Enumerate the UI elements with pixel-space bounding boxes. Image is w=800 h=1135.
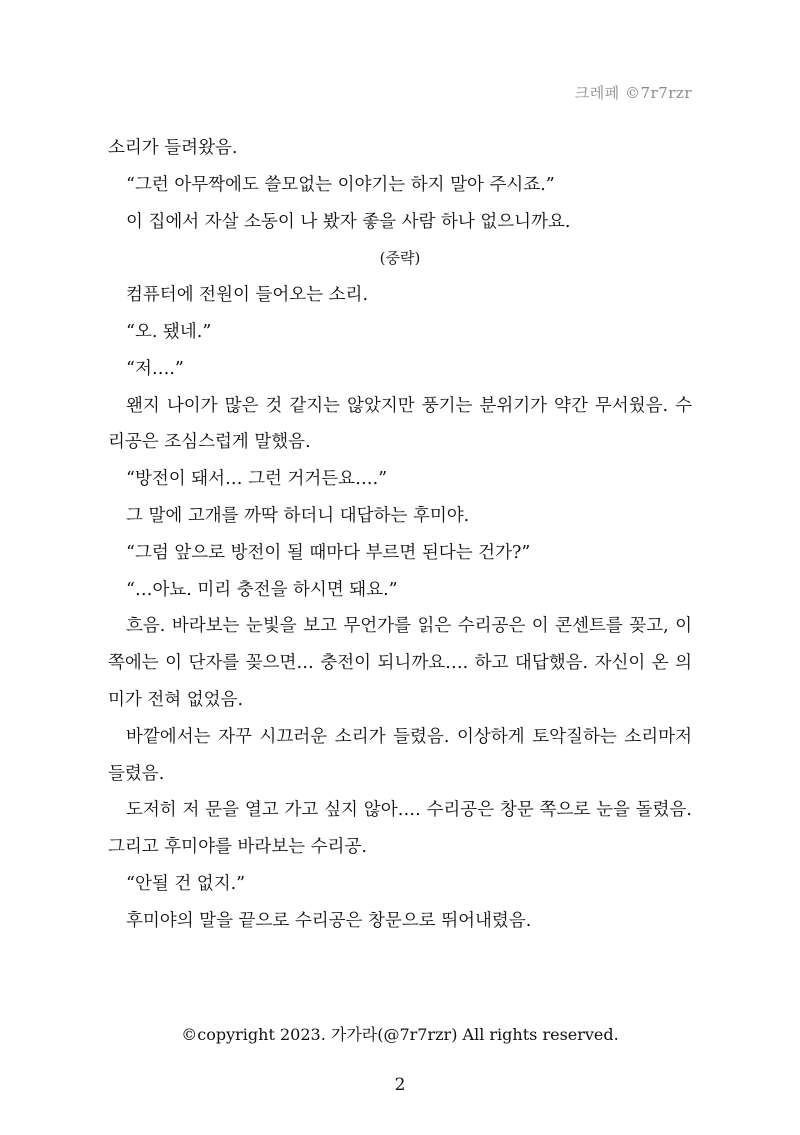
section-break-note: (중략) (379, 249, 421, 268)
paragraph: “그럼 앞으로 방전이 될 때마다 부르면 된다는 건가?” (126, 542, 531, 563)
paragraph: 흐음. 바라보는 눈빛을 보고 무언가를 읽은 수리공은 이 콘센트를 꽂고, 이 쪽에는 이 단자를 꽂으면… 충전이 되니까요…. 하고 대답했음. 자신이 온 의미가 전혀 없었음. (108, 616, 692, 710)
paragraph: 왠지 나이가 많은 것 같지는 않았지만 풍기는 분위기가 약간 무서웠음. 수리공은 조심스럽게 말했음. (108, 395, 692, 453)
paragraph: “방전이 돼서… 그런 거거든요….” (126, 469, 388, 490)
paragraph: “저….” (126, 358, 184, 379)
paragraph: 그 말에 고개를 까딱 하더니 대답하는 후미야. (126, 505, 470, 526)
paragraph: “그런 아무짝에도 쓸모없는 이야기는 하지 말아 주시죠.” (126, 174, 555, 195)
paragraph: 이 집에서 자살 소동이 나 봤자 좋을 사람 하나 없으니까요. (126, 211, 571, 232)
copyright-notice: ©copyright 2023. 가가라(@7r7rzr) All rights reserved. (181, 1025, 619, 1044)
paragraph: 컴퓨터에 전원이 들어오는 소리. (126, 285, 369, 306)
running-header: 크레페 ©7r7rzr (574, 84, 692, 102)
paragraph: 후미야의 말을 끝으로 수리공은 창문으로 뛰어내렸음. (126, 910, 532, 931)
paragraph: 도저히 저 문을 열고 가고 싶지 않아…. 수리공은 창문 쪽으로 눈을 돌렸음. 그리고 후미야를 바라보는 수리공. (108, 800, 692, 858)
paragraph: 소리가 들려왔음. (108, 138, 238, 158)
page-number: 2 (394, 1075, 406, 1095)
paragraph: “…아뇨. 미리 충전을 하시면 돼요.” (126, 579, 398, 600)
paragraph: 바깥에서는 자꾸 시끄러운 소리가 들렸음. 이상하게 토악질하는 소리마저 들렸음. (108, 726, 692, 784)
paragraph: “안될 건 없지.” (126, 873, 246, 894)
paragraph: “오. 됐네.” (126, 321, 212, 342)
body-text (108, 130, 692, 940)
